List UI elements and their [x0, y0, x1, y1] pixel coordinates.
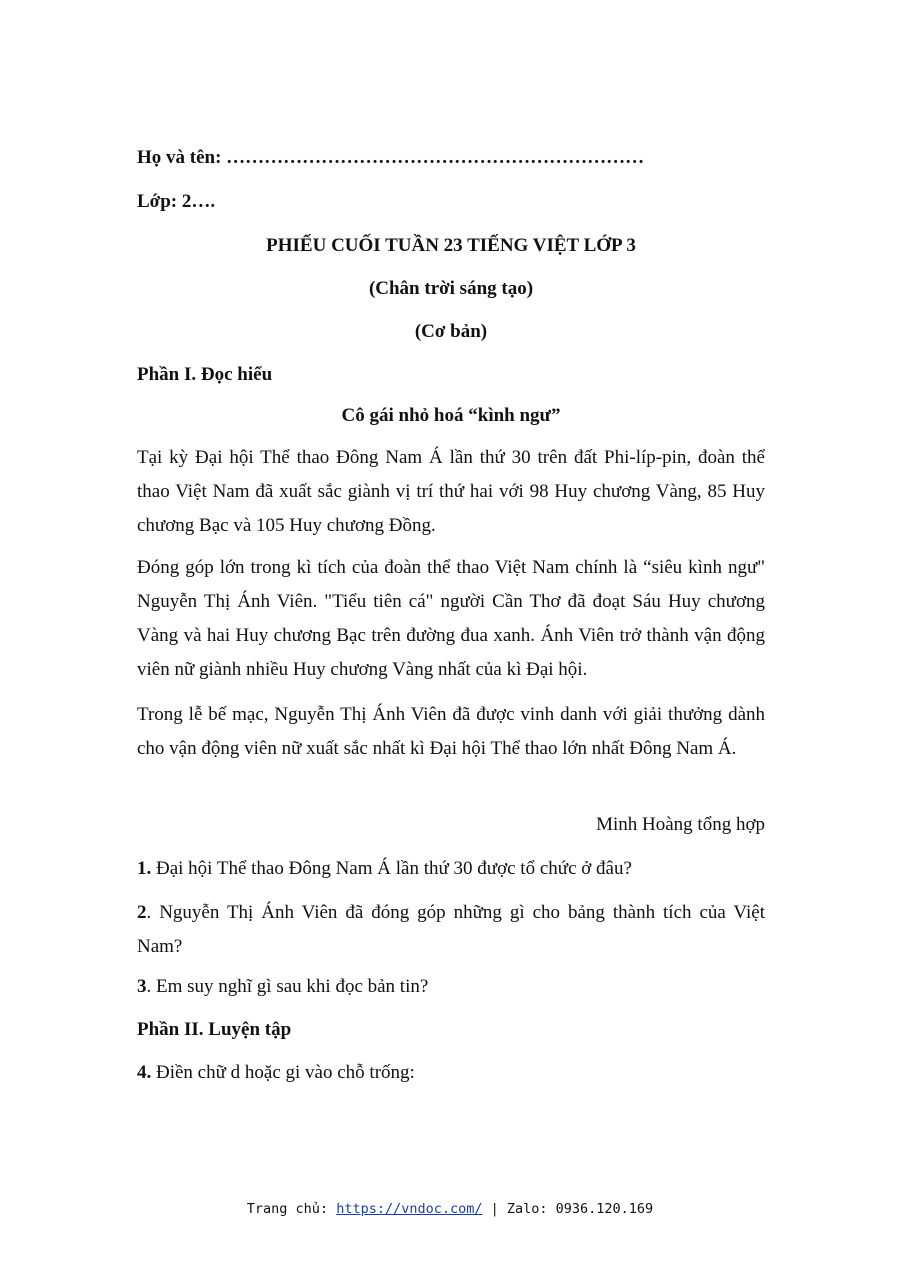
part2-heading: Phần II. Luyện tập: [137, 1019, 292, 1040]
question-1: [137, 852, 765, 886]
question-4: [137, 1056, 765, 1090]
footer-zalo: Zalo: 0936.120.169: [506, 1201, 654, 1217]
page-footer: [0, 1198, 900, 1220]
question-1-text: Đại hội Thể thao Đông Nam Á lần thứ 30 được tổ chức ở đâu?: [151, 858, 632, 879]
story-paragraph-1: Tại kỳ Đại hội Thể thao Đông Nam Á lần thứ 30 trên đất Phi-líp-pin, đoàn thể thao Việt Nam đã xuất sắc giành vị trí thứ hai với 98 Huy chương Vàng, 85 Huy chương Bạc và 105 Huy chương Đồng.: [137, 447, 765, 536]
question-3: [137, 970, 765, 1004]
footer-home-link[interactable]: https://vndoc.com/: [336, 1201, 483, 1217]
question-2-text: . Nguyễn Thị Ánh Viên đã đóng góp những gì cho bảng thành tích của Việt Nam?: [137, 902, 765, 957]
difficulty-level: (Cơ bản): [414, 321, 488, 342]
question-4-number: 4.: [137, 1062, 152, 1083]
question-3-number: 3: [137, 976, 147, 997]
story-title: Cô gái nhỏ hoá “kình ngư”: [341, 405, 561, 426]
question-2-number: 2: [137, 902, 147, 923]
story-author: Minh Hoàng tổng hợp: [596, 814, 765, 835]
footer-home-label: Trang chủ:: [246, 1201, 337, 1217]
story-paragraph-3: Trong lễ bế mạc, Nguyễn Thị Ánh Viên đã được vinh danh với giải thưởng dành cho vận động viên nữ xuất sắc nhất kì Đại hội Thể thao lớn nhất Đông Nam Á.: [137, 704, 765, 759]
student-name-label: Họ và tên: …………………………………………………………: [137, 147, 645, 168]
worksheet-title: PHIẾU CUỐI TUẦN 23 TIẾNG VIỆT LỚP 3: [266, 235, 636, 256]
footer-separator: |: [482, 1201, 507, 1217]
part1-heading: Phần I. Đọc hiểu: [137, 364, 273, 385]
question-4-text: Điền chữ d hoặc gi vào chỗ trống:: [151, 1062, 415, 1083]
question-2: [137, 896, 765, 964]
question-1-number: 1.: [137, 858, 152, 879]
class-label: Lớp: 2….: [137, 191, 216, 212]
story-paragraph-2: Đóng góp lớn trong kì tích của đoàn thể thao Việt Nam chính là “siêu kình ngư" Nguyễn Thị Ánh Viên. "Tiểu tiên cá" người Cần Thơ đã đoạt Sáu Huy chương Vàng và hai Huy chương Bạc trên đường đua xanh. Ánh Viên trở thành vận động viên nữ giành nhiều Huy chương Vàng nhất của kì Đại hội.: [137, 557, 765, 680]
question-3-text: . Em suy nghĩ gì sau khi đọc bản tin?: [146, 976, 429, 997]
book-series: (Chân trời sáng tạo): [368, 278, 534, 299]
